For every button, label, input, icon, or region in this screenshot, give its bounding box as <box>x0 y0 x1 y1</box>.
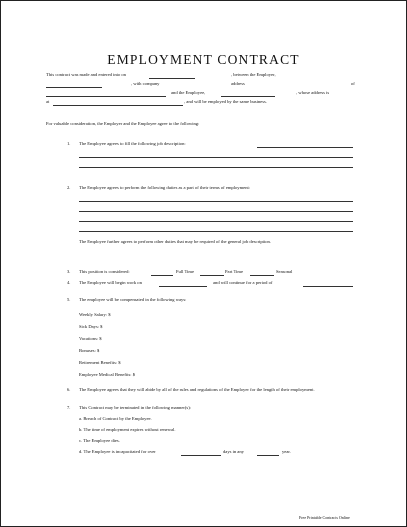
full-time-blank[interactable] <box>151 275 173 276</box>
item-2-number: 2. <box>67 185 71 190</box>
item-4-text2: and will continue for a period of <box>213 280 273 285</box>
intro-line1a: This contract was made and entered into on <box>46 72 126 77</box>
job-description-line-3[interactable] <box>79 167 353 168</box>
comp-vacations: Vacations: $ <box>79 336 102 341</box>
termination-d-tail: days in any <box>223 449 244 454</box>
termination-a: a. Breach of Contract by the Employee. <box>79 416 152 421</box>
intro-line1b: , between the Employer, <box>231 72 276 77</box>
item-7-number: 7. <box>67 405 71 410</box>
item-5-number: 5. <box>67 297 71 302</box>
part-time-blank[interactable] <box>200 275 224 276</box>
comp-sick-days: Sick Days: $ <box>79 324 103 329</box>
duties-line-1[interactable] <box>79 201 353 202</box>
start-date-blank[interactable] <box>159 286 207 287</box>
footer-credit: Free Printable Contracts Online <box>299 515 350 520</box>
job-description-line-2[interactable] <box>79 157 353 158</box>
days-blank[interactable] <box>181 455 221 456</box>
intro-line3a: and the Employee, <box>171 90 206 95</box>
option-full-time: Full Time <box>176 269 195 274</box>
employee-address-blank[interactable] <box>53 105 183 106</box>
seasonal-blank[interactable] <box>250 275 274 276</box>
termination-d: d. The Employee is incapacitated for over <box>79 449 156 454</box>
item-6-number: 6. <box>67 387 71 392</box>
duties-line-3[interactable] <box>79 221 353 222</box>
item-2-note: The Employee further agrees to perform other duties that may be required of the general job description. <box>79 239 271 244</box>
intro-line4b: , and will be employed by the same business. <box>184 99 267 104</box>
item-1-number: 1. <box>67 141 71 146</box>
item-1-text: The Employee agrees to fill the following job description: <box>79 141 186 146</box>
intro-line2b: address <box>231 81 245 86</box>
item-7-text: This Contract may be terminated in the following manner(s): <box>79 405 192 410</box>
item-3-text: This position is considered: <box>79 269 130 274</box>
item-5-text: The employee will be compensated in the following ways: <box>79 297 187 302</box>
intro-line4a: at <box>46 99 50 104</box>
item-4-text: The Employee will begin work on <box>79 280 142 285</box>
option-seasonal: Seasonal <box>276 269 293 274</box>
item-6-text: The Employee agrees that they will abide by all of the rules and regulations of the Employer for the length of their employment. <box>79 387 315 392</box>
option-part-time: Part Time <box>225 269 243 274</box>
comp-weekly-salary: Weekly Salary: $ <box>79 312 111 317</box>
page-title: EMPLOYMENT CONTRACT <box>107 52 300 67</box>
employer-address-blank[interactable] <box>46 96 166 97</box>
termination-d-end: year. <box>282 449 291 454</box>
employee-name-blank[interactable] <box>221 96 275 97</box>
consideration-text: For valuable consideration, the Employer and the Employee agree to the following: <box>46 121 200 126</box>
comp-medical: Employee Medical Benefits: $ <box>79 372 136 377</box>
item-4-number: 4. <box>67 280 71 285</box>
termination-b: b. The time of employment expires without renewal. <box>79 427 176 432</box>
year-blank[interactable] <box>257 455 279 456</box>
duties-line-2[interactable] <box>79 211 353 212</box>
item-2-text: The Employee agrees to perform the following duties as a part of their terms of employment: <box>79 185 251 190</box>
period-blank[interactable] <box>303 286 353 287</box>
duties-line-4[interactable] <box>79 231 353 232</box>
intro-line3b: , whose address is <box>296 90 330 95</box>
item-3-number: 3. <box>67 269 71 274</box>
job-description-line-1[interactable] <box>257 147 353 148</box>
comp-bonuses: Bonuses: $ <box>79 348 100 353</box>
intro-line2a: , with company <box>131 81 160 86</box>
termination-c: c. The Employee dies. <box>79 438 120 443</box>
comp-retirement: Retirement Benefits: $ <box>79 360 121 365</box>
employer-name-blank[interactable] <box>46 87 102 88</box>
date-blank[interactable] <box>149 78 195 79</box>
intro-line2c: of <box>351 81 355 86</box>
